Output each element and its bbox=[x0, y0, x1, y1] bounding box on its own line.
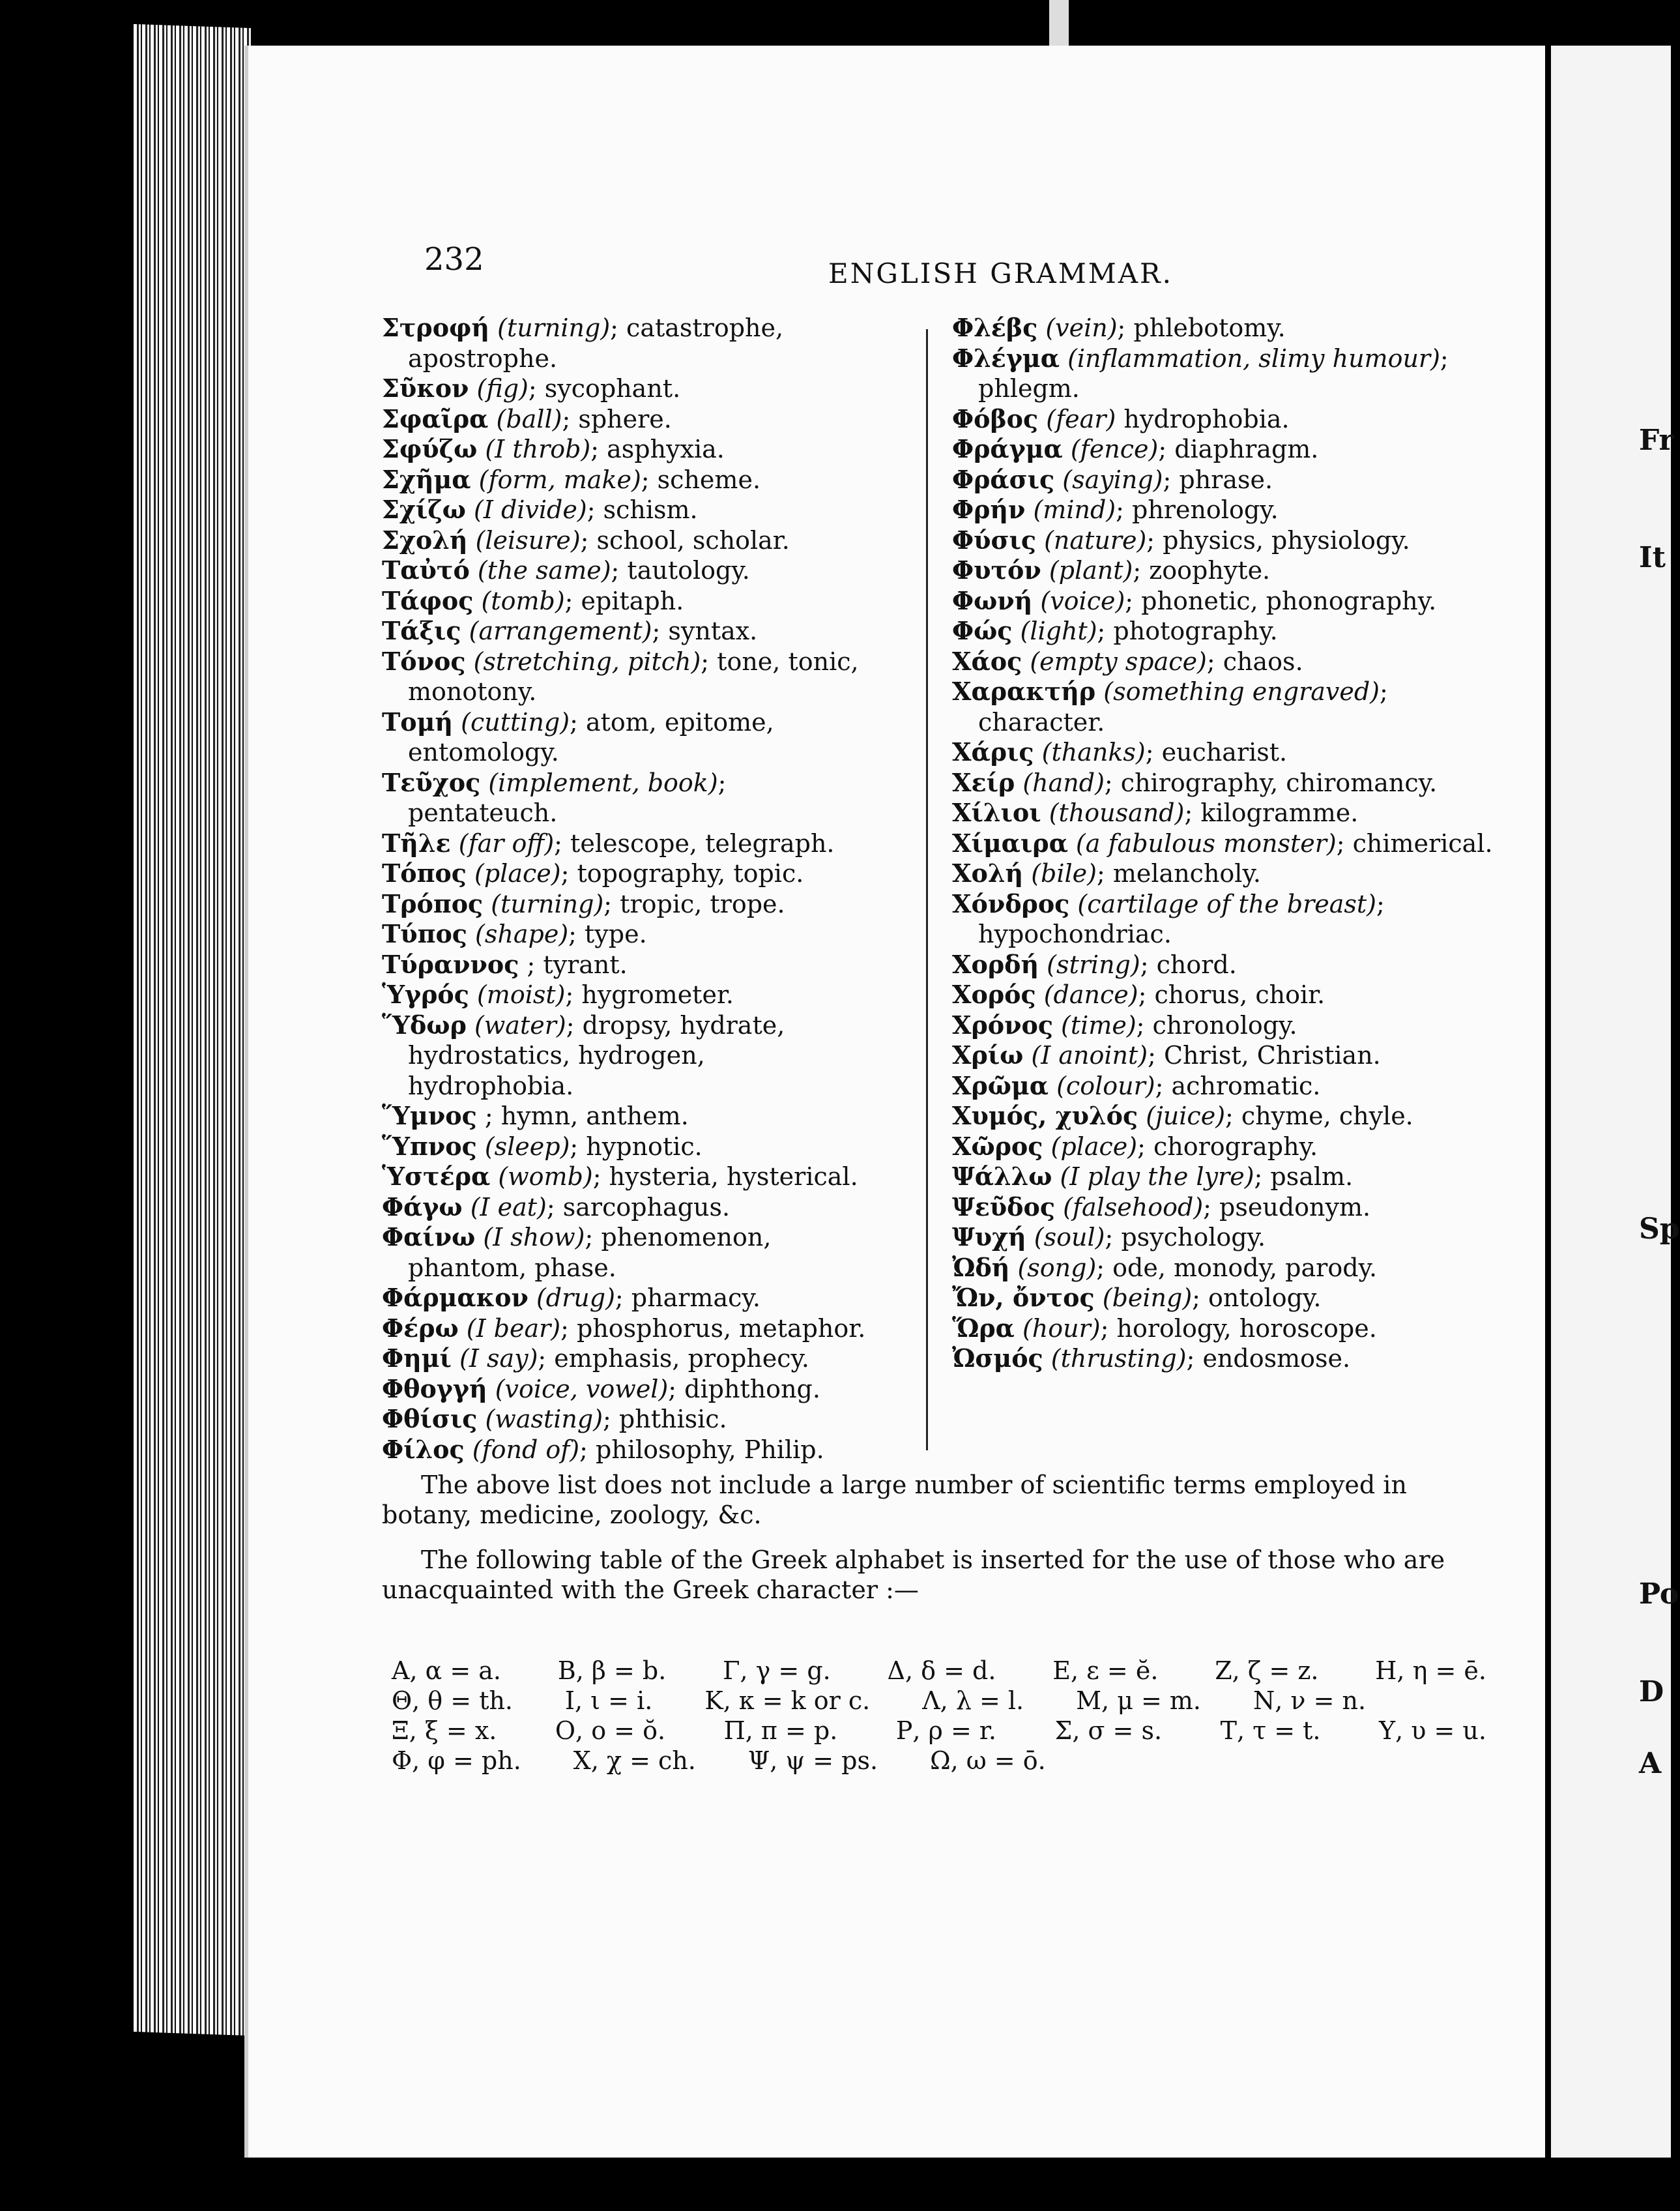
meaning: (soul) bbox=[1034, 1223, 1105, 1252]
derivatives: ; emphasis, prophecy. bbox=[538, 1344, 810, 1373]
greek-word: Χῶρος bbox=[952, 1131, 1043, 1161]
greek-word: Ψεῦδος bbox=[952, 1192, 1055, 1222]
meaning: (womb) bbox=[498, 1162, 593, 1191]
vocab-entry bbox=[382, 828, 877, 859]
derivatives: ; hymn, anthem. bbox=[484, 1102, 689, 1130]
greek-word: Τόπος bbox=[382, 858, 467, 888]
derivatives: ; scheme. bbox=[641, 465, 761, 494]
meaning: (thanks) bbox=[1041, 738, 1146, 767]
derivatives: ; phonetic, phonography. bbox=[1125, 586, 1437, 615]
running-head: ENGLISH GRAMMAR. bbox=[828, 257, 1174, 289]
page-number: 232 bbox=[424, 241, 484, 278]
vocab-entry bbox=[382, 1192, 877, 1223]
derivatives: ; diphthong. bbox=[668, 1374, 820, 1403]
alphabet-letter: Ψ, ψ = ps. bbox=[747, 1746, 878, 1775]
derivatives: ; epitaph. bbox=[564, 586, 684, 615]
derivatives: ; philosophy, Philip. bbox=[579, 1435, 824, 1464]
vocab-entry bbox=[382, 1132, 877, 1162]
greek-word: Φύσις bbox=[952, 525, 1037, 555]
meaning: (song) bbox=[1017, 1253, 1097, 1282]
vocab-entry bbox=[382, 586, 877, 617]
meaning: (string) bbox=[1047, 950, 1140, 979]
derivatives: hydrophobia. bbox=[1116, 404, 1290, 433]
meaning: (fear) bbox=[1046, 404, 1116, 433]
greek-word: Χρόνος bbox=[952, 1010, 1053, 1040]
vocab-entry bbox=[382, 919, 877, 950]
meaning: (wasting) bbox=[485, 1405, 603, 1433]
alphabet-letter: Φ, φ = ph. bbox=[392, 1746, 521, 1775]
vocab-entry bbox=[952, 1253, 1506, 1283]
derivatives: ; sphere. bbox=[562, 404, 672, 433]
greek-word: Τῆλε bbox=[382, 828, 451, 858]
vocab-entry bbox=[952, 1162, 1506, 1192]
greek-word: Χορδή bbox=[952, 949, 1039, 979]
derivatives: ; Christ, Christian. bbox=[1148, 1041, 1381, 1070]
vocab-entry bbox=[382, 1283, 877, 1313]
derivatives: ; phenomenon, phantom, phase. bbox=[408, 1223, 772, 1282]
greek-word: Φάρμακον bbox=[382, 1283, 529, 1312]
greek-word: Χίλιοι bbox=[952, 798, 1041, 827]
greek-word: Σφαῖρα bbox=[382, 403, 489, 433]
derivatives: ; atom, epitome, entomology. bbox=[408, 707, 774, 767]
alphabet-letter: Δ, δ = d. bbox=[887, 1656, 996, 1685]
alphabet-letter: Β, β = b. bbox=[557, 1656, 667, 1685]
derivatives: ; endosmose. bbox=[1186, 1344, 1351, 1373]
meaning: (turning) bbox=[497, 314, 611, 342]
alphabet-letter: Κ, κ = k or c. bbox=[704, 1686, 871, 1715]
alphabet-letter: Τ, τ = t. bbox=[1220, 1716, 1321, 1745]
vocab-entry bbox=[382, 616, 877, 647]
vocab-entry bbox=[382, 1374, 877, 1405]
derivatives: ; tone, tonic, monotony. bbox=[408, 647, 859, 706]
vocab-entry bbox=[952, 980, 1506, 1010]
derivatives: ; telescope, telegraph. bbox=[554, 828, 835, 858]
meaning: (cutting) bbox=[461, 707, 570, 737]
meaning: (being) bbox=[1102, 1283, 1193, 1312]
alphabet-intro-paragraph: The following table of the Greek alphabet is inserted for the use of those who are unacquainted with the Greek character :— bbox=[382, 1545, 1445, 1604]
alphabet-letter: Ξ, ξ = x. bbox=[392, 1716, 497, 1745]
derivatives: ; dropsy, hydrate, hydrostatics, hydrogen, hydrophobia. bbox=[408, 1010, 785, 1100]
vocab-entry bbox=[952, 950, 1506, 980]
derivatives: ; horology, horoscope. bbox=[1100, 1313, 1377, 1343]
derivatives: ; chorography. bbox=[1137, 1132, 1318, 1161]
derivatives: ; chyme, chyle. bbox=[1225, 1102, 1413, 1130]
greek-word: Χάρις bbox=[952, 737, 1034, 767]
meaning: (dance) bbox=[1043, 980, 1138, 1009]
vocab-entry bbox=[952, 465, 1506, 495]
meaning: (voice) bbox=[1040, 586, 1125, 615]
greek-word: Τομή bbox=[382, 707, 454, 737]
greek-word: Φυτόν bbox=[952, 555, 1041, 585]
derivatives: ; pharmacy. bbox=[615, 1283, 760, 1312]
meaning: (colour) bbox=[1056, 1071, 1155, 1100]
vocab-entry bbox=[952, 1313, 1506, 1344]
meaning: (hand) bbox=[1022, 768, 1105, 797]
meaning: (leisure) bbox=[475, 525, 581, 555]
derivatives: ; phosphorus, metaphor. bbox=[560, 1313, 866, 1343]
derivatives: ; schism. bbox=[587, 495, 698, 524]
meaning: (falsehood) bbox=[1063, 1192, 1204, 1222]
greek-word: Χόνδρος bbox=[952, 888, 1070, 918]
vocabulary-columns bbox=[382, 313, 1493, 1464]
vocab-entry bbox=[382, 858, 877, 889]
vocab-entry bbox=[952, 525, 1506, 556]
derivatives: ; tropic, trope. bbox=[603, 889, 785, 918]
alphabet-row bbox=[392, 1656, 1486, 1686]
vocab-entry bbox=[952, 647, 1506, 677]
alphabet-letter: Π, π = p. bbox=[723, 1716, 838, 1745]
greek-word: Φρήν bbox=[952, 495, 1026, 524]
meaning: (the same) bbox=[477, 556, 611, 585]
meaning: (place) bbox=[474, 859, 561, 888]
meaning: (implement, book) bbox=[488, 768, 718, 797]
vocab-entry bbox=[952, 1222, 1506, 1253]
right-column bbox=[952, 313, 1506, 1374]
meaning: (I eat) bbox=[470, 1192, 547, 1222]
greek-word: Χάος bbox=[952, 646, 1022, 676]
meaning: (juice) bbox=[1146, 1102, 1226, 1130]
vocab-entry bbox=[382, 465, 877, 495]
greek-word: Χίμαιρα bbox=[952, 828, 1068, 858]
facing-page-fragment: Po bbox=[1639, 1577, 1679, 1611]
greek-word: Ὕπνος bbox=[382, 1131, 477, 1161]
derivatives: ; tyrant. bbox=[527, 950, 628, 979]
meaning: (water) bbox=[474, 1010, 566, 1040]
binding-edge bbox=[1049, 0, 1069, 49]
meaning: (plant) bbox=[1049, 556, 1133, 585]
derivatives: ; phrase. bbox=[1163, 465, 1273, 494]
vocab-entry bbox=[952, 1040, 1506, 1071]
greek-word: Τάφος bbox=[382, 585, 474, 615]
greek-word: Στροφή bbox=[382, 313, 490, 342]
vocab-entry bbox=[382, 950, 877, 980]
meaning: (bile) bbox=[1031, 859, 1097, 888]
meaning: (hour) bbox=[1022, 1313, 1101, 1343]
derivatives: ; chirography, chiromancy. bbox=[1104, 768, 1438, 797]
vocab-entry bbox=[952, 737, 1506, 768]
greek-word: Χορός bbox=[952, 980, 1036, 1009]
vocab-entry bbox=[382, 313, 877, 373]
meaning: (voice, vowel) bbox=[495, 1374, 669, 1403]
alphabet-letter: Υ, υ = u. bbox=[1379, 1716, 1486, 1745]
meaning: (shape) bbox=[475, 920, 569, 948]
derivatives: ; catastrophe, apostrophe. bbox=[408, 314, 784, 373]
derivatives: ; asphyxia. bbox=[590, 435, 725, 463]
greek-word: Χυμός, χυλός bbox=[952, 1101, 1138, 1130]
vocab-entry bbox=[952, 1101, 1506, 1132]
vocab-entry bbox=[382, 1313, 877, 1344]
vocab-entry bbox=[382, 404, 877, 435]
derivatives: ; phlebotomy. bbox=[1117, 314, 1286, 342]
alphabet-letter: Ζ, ζ = z. bbox=[1215, 1656, 1319, 1685]
greek-word: Φώς bbox=[952, 616, 1013, 645]
alphabet-letter: Ν, ν = n. bbox=[1253, 1686, 1367, 1715]
facing-page-fragment: It bbox=[1639, 541, 1666, 574]
meaning: (inflammation, slimy humour) bbox=[1067, 344, 1440, 373]
derivatives: ; chord. bbox=[1140, 950, 1237, 979]
derivatives: ; chorus, choir. bbox=[1138, 980, 1325, 1009]
vocab-entry bbox=[382, 647, 877, 707]
meaning: (fence) bbox=[1070, 435, 1159, 463]
derivatives: ; pentateuch. bbox=[408, 768, 727, 827]
vocab-entry bbox=[952, 798, 1506, 828]
meaning: (thrusting) bbox=[1050, 1344, 1187, 1373]
vocab-entry bbox=[382, 889, 877, 920]
greek-word: Φθογγή bbox=[382, 1373, 487, 1403]
alphabet-letter: Χ, χ = ch. bbox=[573, 1746, 696, 1775]
meaning: (light) bbox=[1020, 617, 1097, 645]
greek-word: Χρίω bbox=[952, 1040, 1024, 1070]
facing-page-fragment: A bbox=[1639, 1747, 1662, 1780]
vocab-entry bbox=[382, 1343, 877, 1374]
meaning: (stretching, pitch) bbox=[473, 647, 701, 676]
greek-word: Σχῆμα bbox=[382, 464, 471, 494]
meaning: (fond of) bbox=[472, 1435, 580, 1464]
greek-word: Φόβος bbox=[952, 403, 1039, 433]
greek-word: Φέρω bbox=[382, 1313, 459, 1343]
greek-word: Φλέγμα bbox=[952, 343, 1060, 373]
derivatives: ; kilogramme. bbox=[1184, 798, 1359, 827]
greek-word: Φράσις bbox=[952, 464, 1055, 494]
alphabet-letter: Ο, ο = ŏ. bbox=[555, 1716, 666, 1745]
meaning: (turning) bbox=[491, 889, 604, 918]
greek-word: Χρῶμα bbox=[952, 1070, 1049, 1100]
greek-word: Ταὐτό bbox=[382, 555, 470, 585]
greek-word: Ὑγρός bbox=[382, 980, 469, 1009]
alphabet-letter: Μ, μ = m. bbox=[1076, 1686, 1202, 1715]
greek-word: Τρόπος bbox=[382, 888, 484, 918]
vocab-entry bbox=[952, 1283, 1506, 1313]
derivatives: ; sycophant. bbox=[528, 374, 681, 403]
greek-word: Ὤν, ὄντος bbox=[952, 1283, 1095, 1312]
vocab-entry bbox=[952, 828, 1506, 859]
vocab-entry bbox=[382, 980, 877, 1010]
facing-page-fragment: D bbox=[1639, 1675, 1664, 1708]
greek-word: Φωνή bbox=[952, 585, 1033, 615]
derivatives: ; type. bbox=[568, 920, 647, 948]
vocab-entry bbox=[952, 434, 1506, 465]
alphabet-letter: Ε, ε = ĕ. bbox=[1052, 1656, 1159, 1685]
meaning: (something engraved) bbox=[1103, 677, 1380, 706]
alphabet-letter: Ω, ω = ō. bbox=[930, 1746, 1046, 1775]
meaning: (arrangement) bbox=[469, 617, 652, 645]
derivatives: ; psalm. bbox=[1254, 1162, 1354, 1191]
derivatives: ; eucharist. bbox=[1145, 738, 1288, 767]
meaning: (far off) bbox=[458, 828, 555, 858]
greek-word: Χαρακτήρ bbox=[952, 677, 1096, 706]
derivatives: ; pseudonym. bbox=[1203, 1192, 1371, 1222]
meaning: (vein) bbox=[1045, 314, 1118, 342]
derivatives: ; diaphragm. bbox=[1158, 435, 1319, 463]
derivatives: ; hygrometer. bbox=[565, 980, 734, 1009]
meaning: (form, make) bbox=[478, 465, 641, 494]
greek-word: Σχίζω bbox=[382, 495, 466, 524]
vocab-entry bbox=[382, 1435, 877, 1465]
meaning: (drug) bbox=[536, 1283, 615, 1312]
meaning: (a fabulous monster) bbox=[1075, 828, 1337, 858]
derivatives: ; chronology. bbox=[1136, 1010, 1297, 1040]
meaning: (saying) bbox=[1062, 465, 1163, 494]
facing-page bbox=[1551, 46, 1680, 2158]
vocab-entry bbox=[382, 434, 877, 465]
greek-word: Τύπος bbox=[382, 919, 467, 948]
meaning: (fig) bbox=[476, 374, 529, 403]
greek-word: Τόνος bbox=[382, 646, 466, 676]
derivatives: ; tautology. bbox=[611, 556, 750, 585]
meaning: (moist) bbox=[476, 980, 566, 1009]
alphabet-letter: Ρ, ρ = r. bbox=[895, 1716, 996, 1745]
vocab-entry bbox=[952, 889, 1506, 950]
greek-word: Σῦκον bbox=[382, 373, 469, 403]
meaning: (I say) bbox=[459, 1344, 538, 1373]
derivatives: ; topography, topic. bbox=[560, 859, 804, 888]
alphabet-letter: Ι, ι = i. bbox=[565, 1686, 653, 1715]
book-page bbox=[244, 46, 1545, 2158]
greek-word: Ὥρα bbox=[952, 1313, 1015, 1343]
meaning: (mind) bbox=[1033, 495, 1116, 524]
vocab-entry bbox=[382, 1222, 877, 1283]
vocab-entry bbox=[952, 495, 1506, 525]
vocab-entry bbox=[952, 1010, 1506, 1041]
meaning: (place) bbox=[1050, 1132, 1138, 1161]
meaning: (I play the lyre) bbox=[1060, 1162, 1254, 1191]
alphabet-row bbox=[392, 1716, 1486, 1746]
derivatives: ; achromatic. bbox=[1155, 1071, 1321, 1100]
derivatives: ; hypnotic. bbox=[570, 1132, 702, 1161]
derivatives: ; psychology. bbox=[1105, 1223, 1266, 1252]
greek-word: Φράγμα bbox=[952, 434, 1063, 463]
vocab-entry bbox=[952, 1343, 1506, 1374]
derivatives: ; chimerical. bbox=[1336, 828, 1493, 858]
column-divider bbox=[926, 329, 928, 1450]
alphabet-letter: Γ, γ = g. bbox=[723, 1656, 831, 1685]
left-column bbox=[382, 313, 877, 1465]
meaning: (tomb) bbox=[481, 586, 565, 615]
vocab-entry bbox=[382, 1010, 877, 1102]
vocab-entry bbox=[952, 616, 1506, 647]
greek-word: Τεῦχος bbox=[382, 767, 481, 797]
derivatives: ; ode, monody, parody. bbox=[1096, 1253, 1378, 1282]
meaning: (I throb) bbox=[485, 435, 591, 463]
meaning: (I show) bbox=[483, 1223, 585, 1252]
greek-alphabet-table bbox=[392, 1656, 1486, 1776]
book-page-edges bbox=[134, 24, 251, 2036]
vocab-entry bbox=[952, 404, 1506, 435]
alphabet-letter: Σ, σ = s. bbox=[1054, 1716, 1163, 1745]
vocab-entry bbox=[952, 1192, 1506, 1223]
greek-word: Φλέβς bbox=[952, 313, 1038, 342]
facing-page-fragment: Sp bbox=[1639, 1212, 1680, 1246]
meaning: (I bear) bbox=[466, 1313, 561, 1343]
meaning: (time) bbox=[1061, 1010, 1137, 1040]
derivatives: ; melancholy. bbox=[1096, 859, 1261, 888]
greek-word: Τάξις bbox=[382, 616, 461, 645]
greek-word: Φθίσις bbox=[382, 1404, 478, 1433]
meaning: (ball) bbox=[496, 404, 562, 433]
facing-page-fragment: Fr bbox=[1639, 424, 1674, 457]
derivatives: ; phthisic. bbox=[603, 1405, 727, 1433]
vocab-entry bbox=[382, 1404, 877, 1435]
vocab-entry bbox=[952, 858, 1506, 889]
greek-word: Φαίνω bbox=[382, 1222, 476, 1252]
vocab-entry bbox=[952, 768, 1506, 798]
greek-word: Φημί bbox=[382, 1343, 452, 1373]
vocab-entry bbox=[382, 495, 877, 525]
vocab-entry bbox=[382, 707, 877, 768]
meaning: (nature) bbox=[1044, 525, 1147, 555]
greek-word: Ὕδωρ bbox=[382, 1010, 467, 1040]
greek-word: Ὑστέρα bbox=[382, 1162, 491, 1191]
greek-word: Ὕμνος bbox=[382, 1101, 477, 1130]
greek-word: Φίλος bbox=[382, 1434, 465, 1464]
vocab-entry bbox=[382, 1101, 877, 1132]
vocab-entry bbox=[952, 555, 1506, 586]
greek-word: Ψυχή bbox=[952, 1222, 1026, 1252]
derivatives: ; hysteria, hysterical. bbox=[592, 1162, 858, 1191]
alphabet-letter: Α, α = a. bbox=[392, 1656, 501, 1685]
vocab-entry bbox=[952, 1071, 1506, 1102]
derivatives: ; ontology. bbox=[1192, 1283, 1322, 1312]
vocab-entry bbox=[382, 525, 877, 556]
meaning: (cartilage of the breast) bbox=[1077, 889, 1377, 918]
vocab-entry bbox=[952, 1132, 1506, 1162]
derivatives: ; photography. bbox=[1097, 617, 1278, 645]
derivatives: ; hypochondriac. bbox=[978, 889, 1385, 948]
vocab-entry bbox=[382, 555, 877, 586]
derivatives: ; chaos. bbox=[1206, 647, 1303, 676]
meaning: (I divide) bbox=[474, 495, 587, 524]
greek-word: Ὠδή bbox=[952, 1252, 1010, 1282]
derivatives: ; sarcophagus. bbox=[546, 1192, 731, 1222]
greek-word: Φάγω bbox=[382, 1192, 463, 1222]
greek-word: Τύραννος bbox=[382, 949, 519, 979]
derivatives: ; phlegm. bbox=[978, 344, 1449, 403]
meaning: (sleep) bbox=[484, 1132, 570, 1161]
vocab-entry bbox=[382, 373, 877, 404]
vocab-entry bbox=[382, 1162, 877, 1192]
alphabet-letter: Θ, θ = th. bbox=[392, 1686, 514, 1715]
note-paragraph: The above list does not include a large number of scientific terms employed in botany, medicine, zoology, &c. bbox=[382, 1471, 1407, 1529]
greek-word: Ψάλλω bbox=[952, 1162, 1052, 1191]
derivatives: ; character. bbox=[978, 677, 1388, 737]
alphabet-row bbox=[392, 1746, 1486, 1776]
vocab-entry bbox=[952, 677, 1506, 737]
vocab-entry bbox=[382, 768, 877, 828]
vocab-entry bbox=[952, 313, 1506, 344]
meaning: (empty space) bbox=[1030, 647, 1207, 676]
greek-word: Σφύζω bbox=[382, 434, 478, 463]
derivatives: ; phrenology. bbox=[1116, 495, 1279, 524]
greek-word: Χείρ bbox=[952, 767, 1015, 797]
derivatives: ; school, scholar. bbox=[580, 525, 790, 555]
derivatives: ; zoophyte. bbox=[1133, 556, 1271, 585]
alphabet-letter: Λ, λ = l. bbox=[922, 1686, 1024, 1715]
derivatives: ; physics, physiology. bbox=[1146, 525, 1410, 555]
alphabet-letter: Η, η = ē. bbox=[1375, 1656, 1486, 1685]
greek-word: Ὠσμός bbox=[952, 1343, 1043, 1373]
meaning: (thousand) bbox=[1049, 798, 1185, 827]
alphabet-row bbox=[392, 1686, 1486, 1716]
derivatives: ; syntax. bbox=[652, 617, 758, 645]
greek-word: Σχολή bbox=[382, 525, 468, 555]
vocab-entry bbox=[952, 586, 1506, 617]
vocab-entry bbox=[952, 344, 1506, 404]
meaning: (I anoint) bbox=[1031, 1041, 1148, 1070]
greek-word: Χολή bbox=[952, 858, 1024, 888]
